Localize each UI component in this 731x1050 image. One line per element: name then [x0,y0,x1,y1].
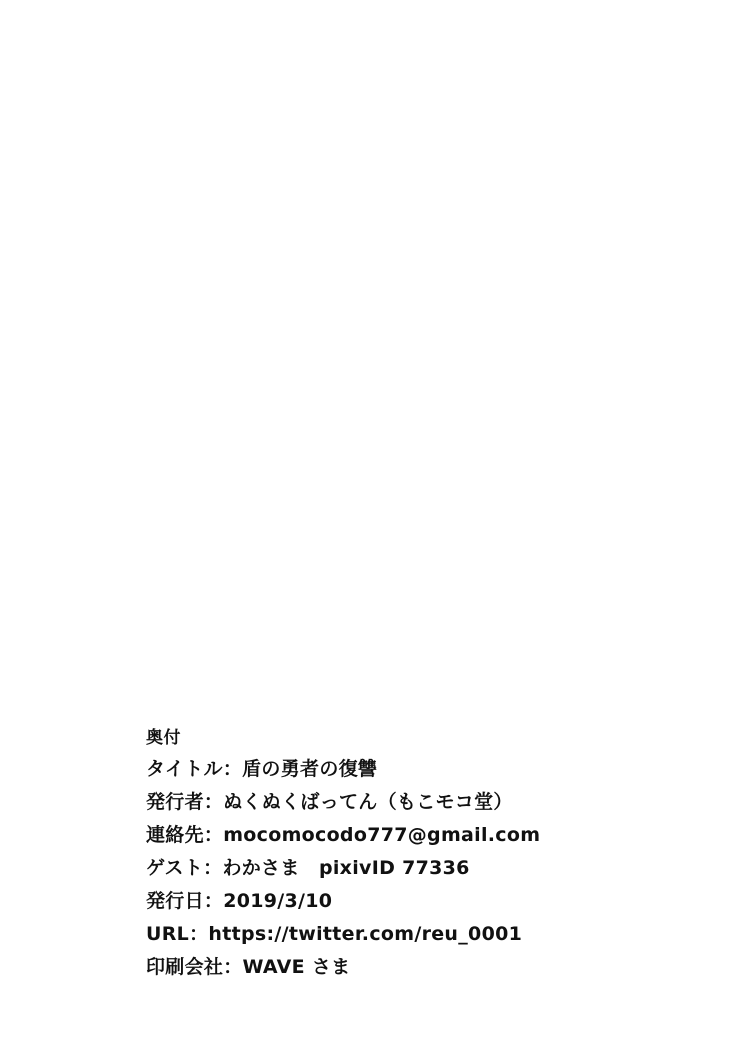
colophon-line-guest: ゲスト：わかさま pixivID 77336 [146,857,470,880]
colophon-line-contact: 連絡先：mocomocodo777@gmail.com [146,824,541,847]
colophon-line-printer: 印刷会社：WAVE さま [146,956,351,979]
colophon-line-title: タイトル：盾の勇者の復讐 [146,758,378,781]
colophon-list [146,760,686,977]
colophon-line-url: URL：https://twitter.com/reu_0001 [146,923,523,946]
colophon-block [146,728,686,977]
colophon-line-publish-date: 発行日：2019/3/10 [146,890,333,913]
colophon-line-publisher: 発行者：ぬくぬくばってん（もこモコ堂） [146,791,513,814]
colophon-heading: 奥付 [146,728,181,748]
